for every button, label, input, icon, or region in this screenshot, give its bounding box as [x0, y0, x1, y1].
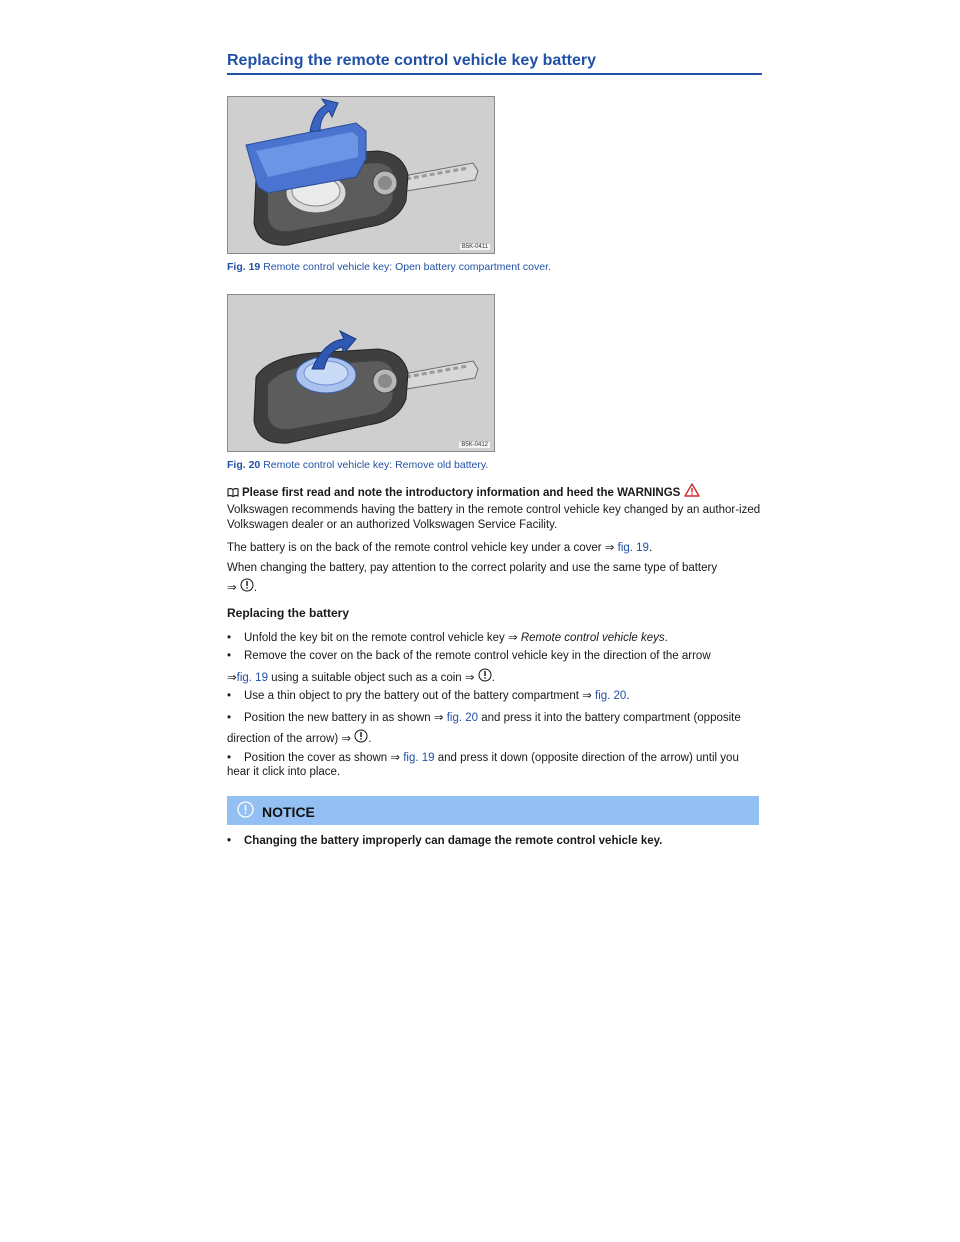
bullet-dot: •: [227, 835, 232, 847]
step-text: and press it into the battery compartment (opposite: [481, 712, 741, 724]
list-item-text: Changing the battery improperly can damage the remote control vehicle key.: [244, 835, 663, 847]
recommend-paragraph: Volkswagen recommends having the battery in the remote control vehicle key changed by an author-ized Volkswagen dealer or an authorized Volkswagen Service Facility.: [227, 504, 761, 531]
list-item-continuation: [227, 729, 762, 747]
step-end: .: [368, 733, 372, 745]
step-text: Position the new battery in as shown ⇒: [244, 712, 444, 724]
arrow-symbol: ⇒: [227, 672, 237, 684]
notice-label: NOTICE: [262, 804, 315, 820]
page-title: Replacing the remote control vehicle key battery: [227, 52, 762, 75]
notice-icon: [237, 801, 254, 818]
step-text: using a suitable object such as a coin ⇒: [271, 672, 475, 684]
figure-code: B5K-0411: [461, 244, 488, 250]
fig-20-link[interactable]: fig. 20: [595, 690, 627, 702]
fig-19-link[interactable]: fig. 19: [617, 542, 649, 554]
step-text: Unfold the key bit on the remote control vehicle key ⇒: [244, 632, 518, 644]
figure-code: B5K-0412: [461, 442, 488, 448]
polarity-text: When changing the battery, pay attention to the correct polarity and use the same type of battery: [227, 562, 718, 574]
figure-19-image: [227, 96, 495, 254]
list-item-text: [244, 751, 762, 766]
step-text: Position the cover as shown ⇒: [244, 752, 401, 764]
polarity-end: .: [253, 581, 258, 594]
figure-20-image: [227, 294, 495, 452]
polarity-paragraph: [227, 561, 762, 595]
list-item-text: [244, 631, 762, 646]
notice-icon[interactable]: [354, 729, 368, 743]
arrow-symbol: ⇒: [227, 581, 237, 594]
figure-label: Fig. 19: [227, 261, 261, 273]
location-end: .: [648, 542, 653, 554]
notice-icon[interactable]: [240, 578, 254, 592]
list-item-continuation: [227, 668, 762, 686]
step-end: .: [491, 672, 495, 684]
bullet-dot: •: [227, 650, 232, 662]
book-icon: [227, 488, 239, 497]
bullet-dot: •: [227, 752, 232, 764]
step-text: and press it down (opposite direction of the arrow) until you: [437, 752, 739, 764]
bullet-dot: •: [227, 632, 232, 644]
fig-19-link[interactable]: fig. 19: [236, 672, 268, 684]
polarity-ref: [227, 578, 762, 596]
figure-20-caption: [227, 459, 488, 471]
location-paragraph: [227, 541, 762, 556]
intro-text: Please first read and note the introductory information and heed the WARNINGS: [242, 487, 681, 499]
notice-icon[interactable]: [478, 668, 492, 682]
notice-box: [227, 796, 759, 825]
step-end: .: [626, 690, 630, 702]
list-item-continuation: hear it click into place.: [227, 766, 341, 778]
figure-caption-text: Remote control vehicle key: Open battery compartment cover.: [263, 261, 551, 273]
intro-line: [227, 483, 762, 501]
step-end: .: [664, 632, 668, 644]
list-item-text: Remove the cover on the back of the remote control vehicle key in the direction of the arrow: [244, 650, 711, 662]
fig-20-link[interactable]: fig. 20: [446, 712, 479, 724]
location-text: The battery is on the back of the remote control vehicle key under a cover ⇒: [227, 542, 615, 554]
step-text: direction of the arrow) ⇒: [227, 733, 352, 745]
figure-caption-text: Remote control vehicle key: Remove old battery.: [263, 459, 489, 471]
section-heading: Replacing the battery: [227, 606, 350, 620]
step-text: Use a thin object to pry the battery out of the battery compartment ⇒: [244, 690, 592, 702]
bullet-dot: •: [227, 712, 232, 724]
figure-19-caption: [227, 261, 551, 273]
remote-keys-link[interactable]: Remote control vehicle keys: [520, 632, 665, 644]
list-item-text: [244, 711, 762, 726]
warning-icon[interactable]: [684, 483, 700, 497]
list-item-text: [244, 689, 762, 704]
bullet-dot: •: [227, 690, 232, 702]
fig-19-link[interactable]: fig. 19: [403, 752, 435, 764]
figure-label: Fig. 20: [227, 459, 261, 471]
